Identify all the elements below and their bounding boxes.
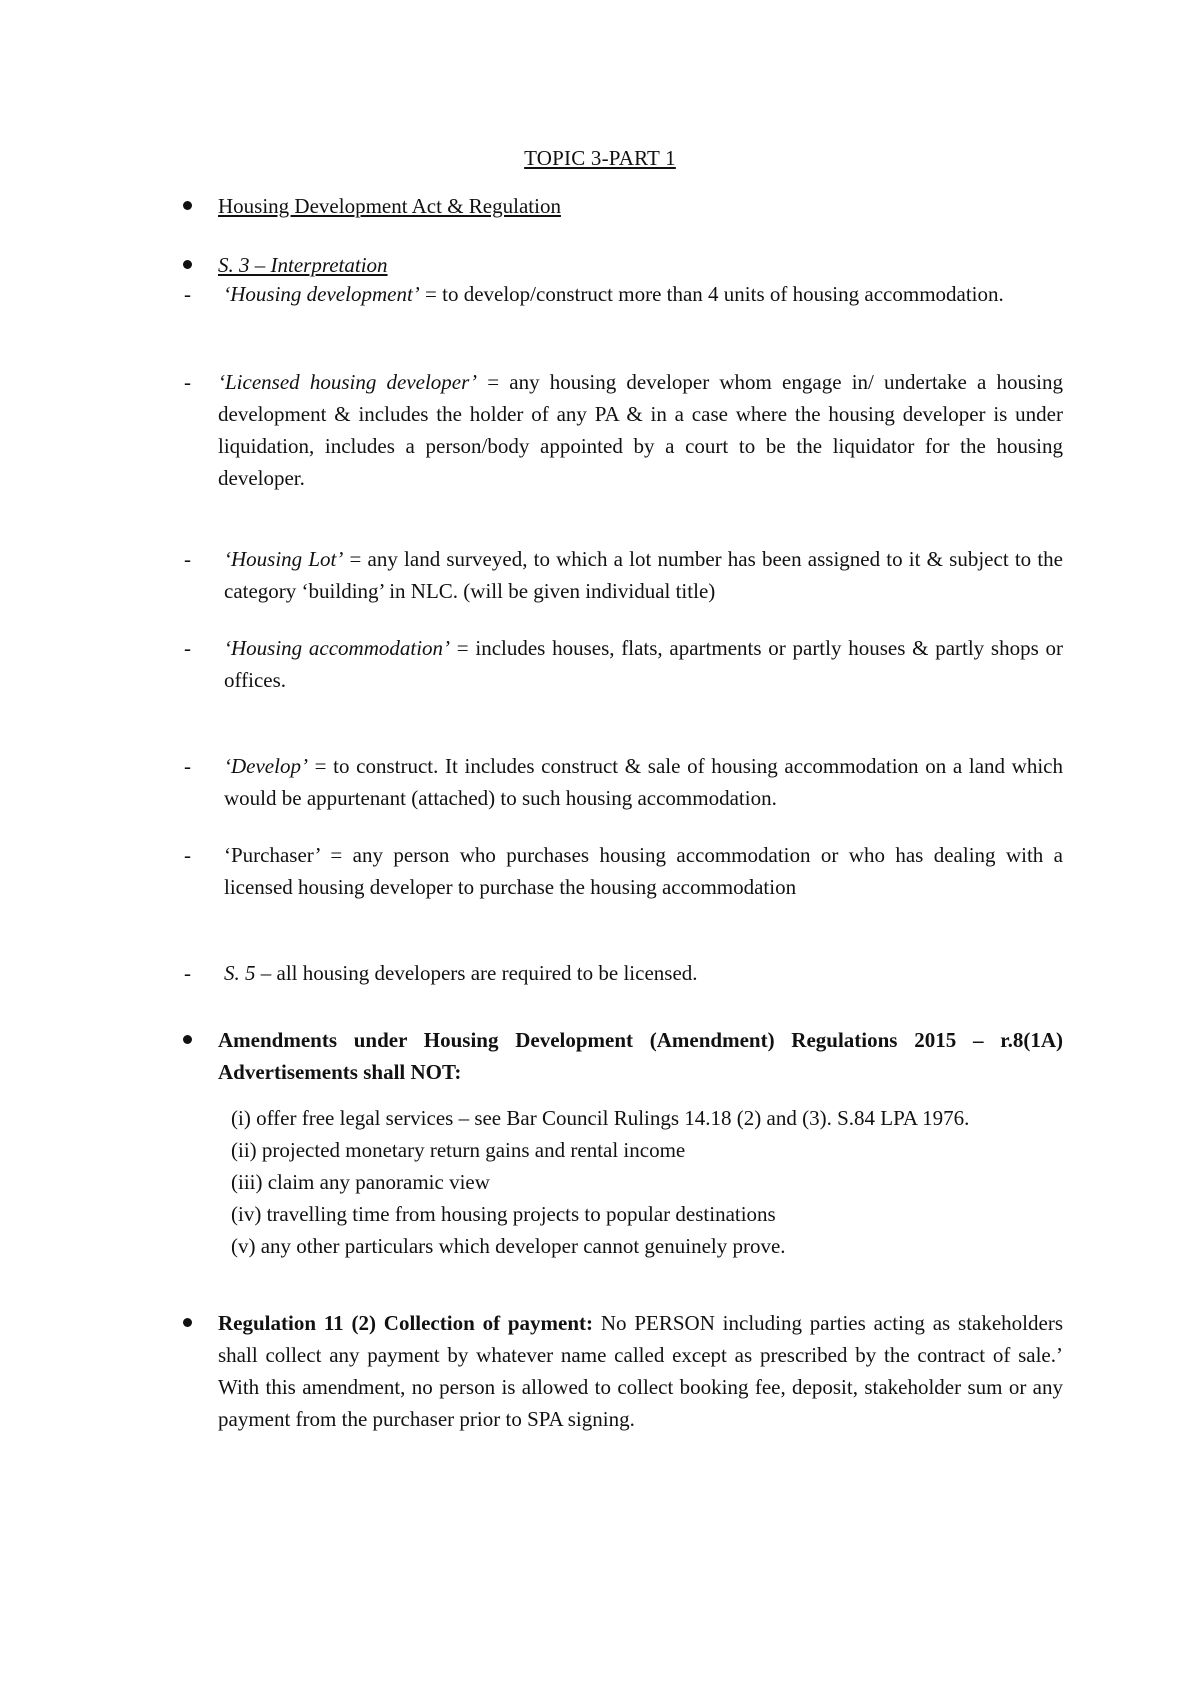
section-heading-act: [218, 190, 1063, 222]
regulation-text: No PERSON including parties acting as stakeholders shall collect any payment by whatever name called except as prescribed by the contract of sale.’ With this amendment, no person is allowed to collect booking fee, deposit, stakeholder sum or any payment from the purchaser prior to SPA signing.: [218, 1311, 1063, 1431]
regulation-11-paragraph: [218, 1307, 1063, 1435]
amendments-heading: [218, 1024, 1063, 1088]
definition-text: = any housing developer whom engage in/ undertake a housing development & includes the holder of any PA & in a case where the housing developer is under liquidation, includes a person/body appointed by a court to be the liquidator for the housing developer.: [218, 370, 1063, 490]
dash-icon: -: [184, 547, 191, 571]
list-item: (iv) travelling time from housing projects to popular destinations: [231, 1202, 776, 1226]
page-title: TOPIC 3-PART 1: [524, 146, 676, 170]
definition-text: = to construct. It includes construct & sale of housing accommodation on a land which would be appurtenant (attached) to such housing accommodation.: [224, 754, 1063, 810]
definition-term: ‘Licensed housing developer’: [218, 370, 478, 394]
dash-icon: -: [184, 370, 191, 394]
dash-icon: -: [184, 754, 191, 778]
list-item: (i) offer free legal services – see Bar Council Rulings 14.18 (2) and (3). S.84 LPA 1976.: [231, 1106, 970, 1130]
definition-housing-development: [218, 278, 1063, 310]
bullet-icon: [183, 1035, 192, 1044]
amendments-heading-text: Amendments under Housing Development (Amendment) Regulations 2015 – r.8(1A) Advertisements shall NOT:: [218, 1028, 1063, 1084]
interpretation-heading-text: S. 3 – Interpretation: [218, 253, 388, 277]
bullet-icon: [183, 1318, 192, 1327]
definition-housing-lot: [224, 543, 1063, 607]
bullet-icon: [183, 201, 192, 210]
section-5-note: [224, 957, 1063, 989]
definition-term: ‘Develop’: [224, 754, 308, 778]
list-item: (ii) projected monetary return gains and rental income: [231, 1138, 686, 1162]
definition-text: = to develop/construct more than 4 units of housing accommodation.: [419, 282, 1004, 306]
bullet-icon: [183, 260, 192, 269]
dash-icon: -: [184, 282, 191, 306]
definition-text: ‘Purchaser’ = any person who purchases housing accommodation or who has dealing with a licensed housing developer to purchase the housing accommodation: [224, 843, 1063, 899]
advertisement-list: [218, 1102, 1063, 1262]
definition-housing-accommodation: [224, 632, 1063, 696]
regulation-heading: Regulation 11 (2) Collection of payment:: [218, 1311, 594, 1335]
definition-term: ‘Housing development’: [223, 282, 420, 306]
definition-term: ‘Housing accommodation’: [224, 636, 451, 660]
dash-icon: -: [184, 961, 191, 985]
definition-develop: [224, 750, 1063, 814]
definition-licensed-housing-developer: [218, 366, 1063, 494]
definition-purchaser: [224, 839, 1063, 903]
act-heading-text: Housing Development Act & Regulation: [218, 194, 561, 218]
section-term: S. 5: [224, 961, 256, 985]
section-heading-interpretation: [218, 249, 1063, 281]
definition-text: = includes houses, flats, apartments or partly houses & partly shops or offices.: [224, 636, 1063, 692]
section-text: – all housing developers are required to be licensed.: [255, 961, 698, 985]
definition-term: ‘Housing Lot’: [224, 547, 344, 571]
list-item: (iii) claim any panoramic view: [231, 1170, 490, 1194]
dash-icon: -: [184, 636, 191, 660]
dash-icon: -: [184, 843, 191, 867]
definition-text: = any land surveyed, to which a lot number has been assigned to it & subject to the category ‘building’ in NLC. (will be given individual title): [224, 547, 1063, 603]
list-item: (v) any other particulars which developer cannot genuinely prove.: [231, 1234, 786, 1258]
